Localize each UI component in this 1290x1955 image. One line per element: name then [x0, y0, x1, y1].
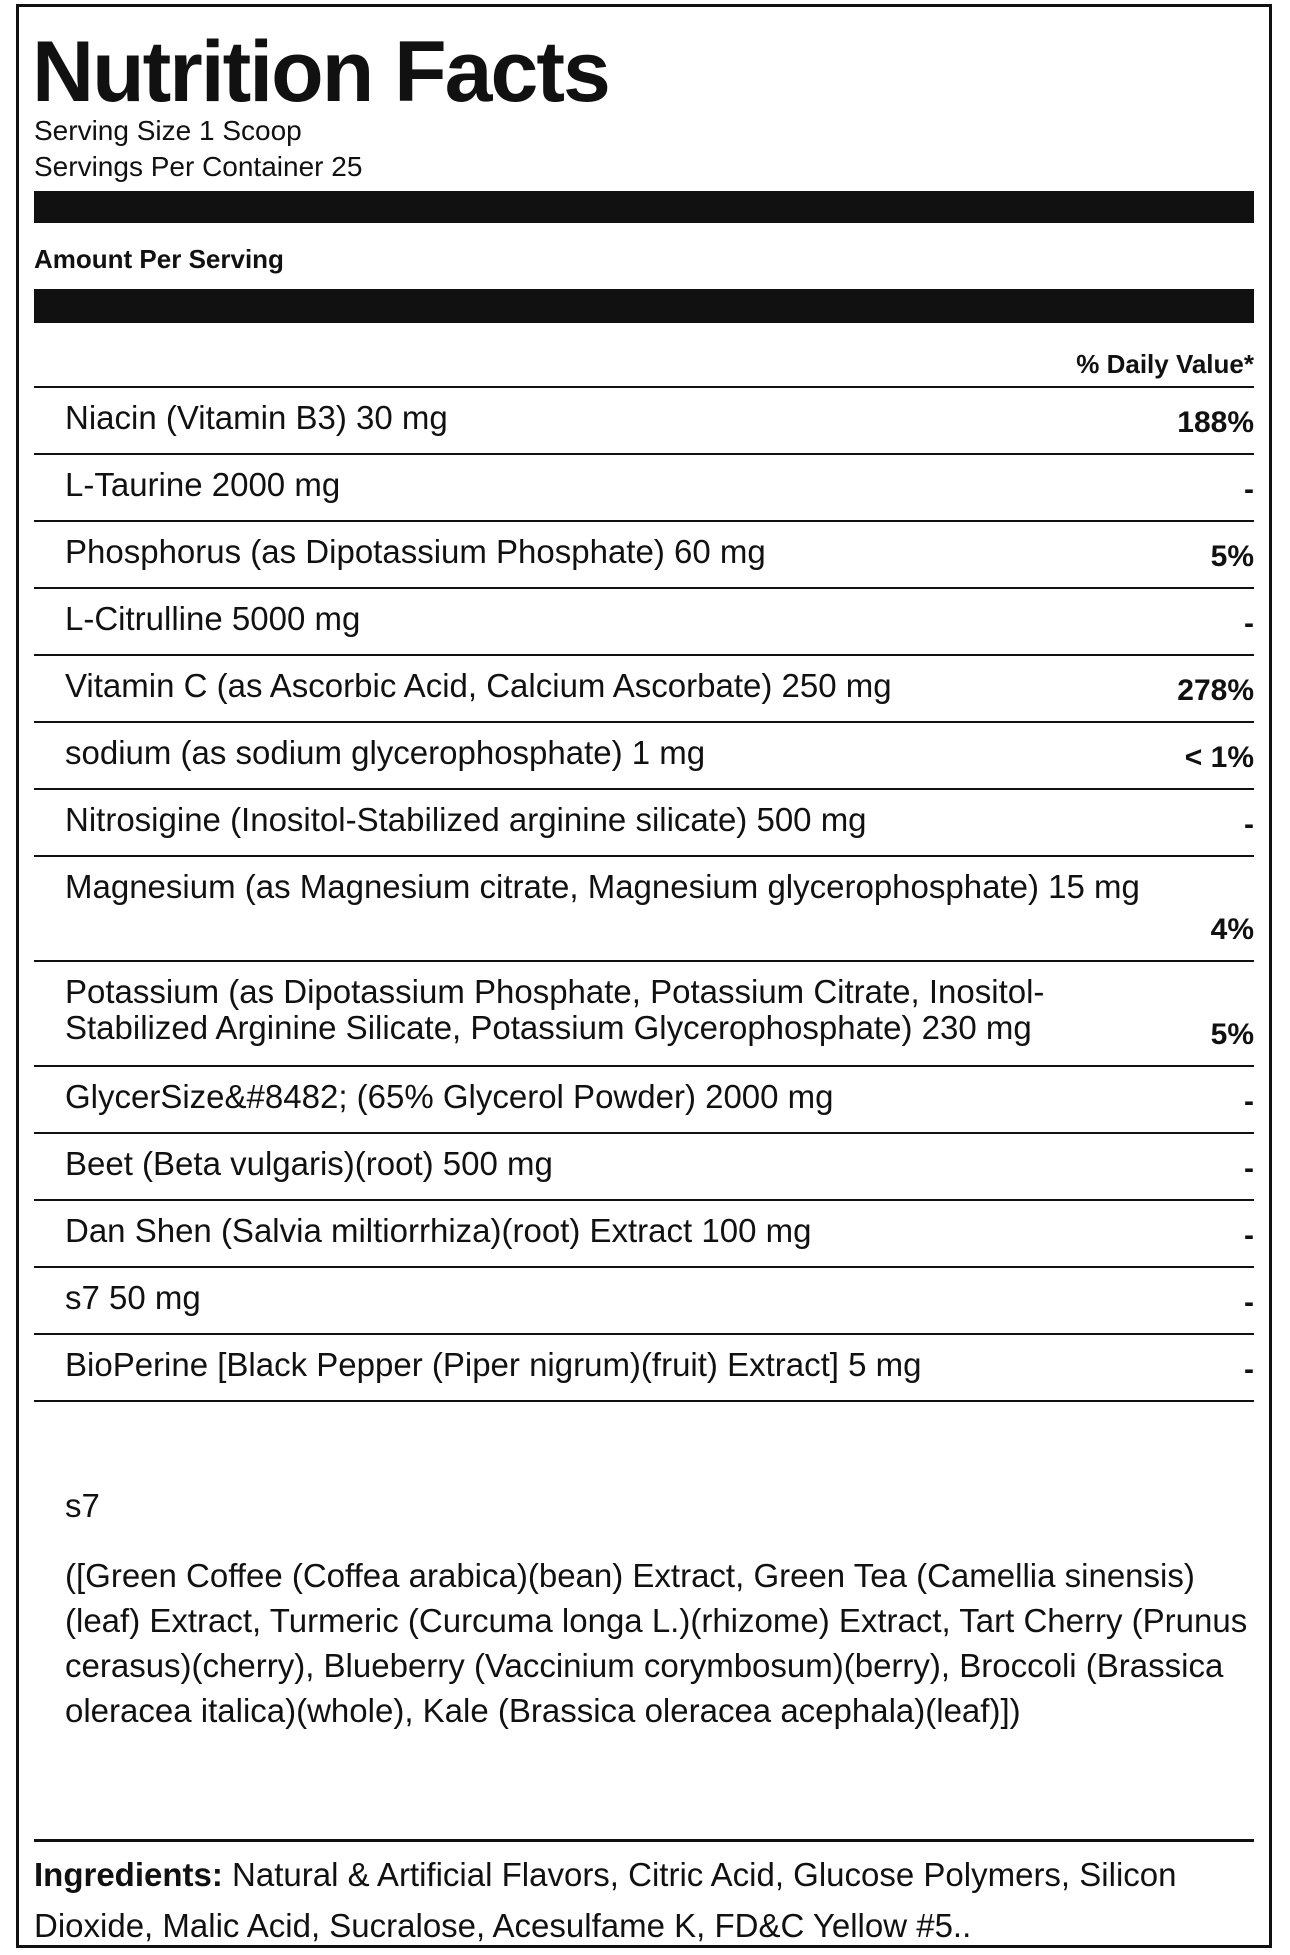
nutrient-name: sodium (as sodium glycerophosphate) 1 mg	[65, 734, 706, 771]
nutrient-daily-value: 278%	[1177, 674, 1254, 707]
nutrient-daily-value: 5%	[1210, 1018, 1254, 1051]
nutrient-daily-value: -	[1244, 607, 1254, 640]
nutrient-row	[34, 587, 1254, 654]
nutrient-row	[34, 1266, 1254, 1333]
nutrient-table	[34, 386, 1254, 1402]
daily-value-header: % Daily Value*	[1076, 349, 1254, 379]
nutrient-name: Magnesium (as Magnesium citrate, Magnesium glycerophosphate) 15 mg	[65, 868, 1140, 905]
nutrient-daily-value: -	[1244, 808, 1254, 841]
nutrient-name: GlycerSize&#8482; (65% Glycerol Powder) 2000 mg	[65, 1078, 834, 1115]
nutrient-row	[34, 520, 1254, 587]
nutrient-row	[34, 386, 1254, 453]
nutrient-row	[34, 1199, 1254, 1266]
nutrient-row	[34, 721, 1254, 788]
label-title: Nutrition Facts	[32, 24, 609, 120]
nutrient-name: L-Taurine 2000 mg	[65, 466, 341, 503]
nutrient-row	[34, 1132, 1254, 1199]
nutrient-name: Potassium (as Dipotassium Phosphate, Potassium Citrate, Inositol-Stabilized Arginine Silicate, Potassium Glycerophosphate) 230 mg	[65, 973, 1045, 1046]
nutrient-row	[34, 453, 1254, 520]
nutrient-daily-value: -	[1244, 1286, 1254, 1319]
servings-per-container: Servings Per Container 25	[34, 151, 363, 182]
nutrient-name: BioPerine [Black Pepper (Piper nigrum)(fruit) Extract] 5 mg	[65, 1346, 922, 1383]
ingredients-label: Ingredients:	[34, 1856, 223, 1893]
ingredients-statement	[34, 1849, 1254, 1951]
serving-size: Serving Size 1 Scoop	[34, 115, 302, 146]
nutrient-daily-value: 188%	[1177, 406, 1254, 439]
nutrient-name: Vitamin C (as Ascorbic Acid, Calcium Ascorbate) 250 mg	[65, 667, 892, 704]
thick-divider	[34, 191, 1254, 223]
blend-ingredients: ([Green Coffee (Coffea arabica)(bean) Extract, Green Tea (Camellia sinensis)(leaf) Extract, Turmeric (Curcuma longa L.)(rhizome) Extract, Tart Cherry (Prunus cerasus)(cherry), Blueberry (Vaccinium corymbosum)(berry), Broccoli (Brassica oleracea italica)(whole), Kale (Brassica oleracea acephala)(leaf)])	[65, 1557, 1248, 1729]
nutrient-daily-value: -	[1244, 1353, 1254, 1386]
amount-per-serving: Amount Per Serving	[34, 244, 284, 274]
nutrient-row	[34, 1065, 1254, 1132]
nutrient-daily-value: -	[1244, 473, 1254, 506]
nutrient-row	[34, 1333, 1254, 1400]
ingredients-text: Natural & Artificial Flavors, Citric Acid, Glucose Polymers, Silicon Dioxide, Malic Acid, Sucralose, Acesulfame K, FD&C Yellow #5..	[34, 1856, 1177, 1944]
blend-title: s7	[65, 1487, 100, 1524]
thick-divider	[34, 289, 1254, 323]
nutrient-daily-value: -	[1244, 1219, 1254, 1252]
nutrient-row	[34, 855, 1254, 960]
nutrient-name: Phosphorus (as Dipotassium Phosphate) 60 mg	[65, 533, 766, 570]
nutrient-name: Beet (Beta vulgaris)(root) 500 mg	[65, 1145, 553, 1182]
nutrition-label	[16, 4, 1272, 1948]
nutrient-name: s7 50 mg	[65, 1279, 201, 1316]
nutrient-daily-value: 4%	[1210, 913, 1254, 946]
nutrient-daily-value: -	[1244, 1085, 1254, 1118]
nutrient-name: Nitrosigine (Inositol-Stabilized arginine silicate) 500 mg	[65, 801, 867, 838]
nutrient-daily-value: 5%	[1210, 540, 1254, 573]
nutrient-name: Niacin (Vitamin B3) 30 mg	[65, 399, 448, 436]
nutrient-daily-value: -	[1244, 1152, 1254, 1185]
nutrient-name: L-Citrulline 5000 mg	[65, 600, 361, 637]
nutrient-row	[34, 654, 1254, 721]
nutrient-daily-value: < 1%	[1184, 741, 1254, 774]
nutrient-row	[34, 960, 1254, 1065]
nutrient-name: Dan Shen (Salvia miltiorrhiza)(root) Extract 100 mg	[65, 1212, 812, 1249]
nutrient-row	[34, 788, 1254, 855]
table-bottom-rule	[34, 1400, 1254, 1402]
ingredients-divider	[34, 1839, 1254, 1842]
